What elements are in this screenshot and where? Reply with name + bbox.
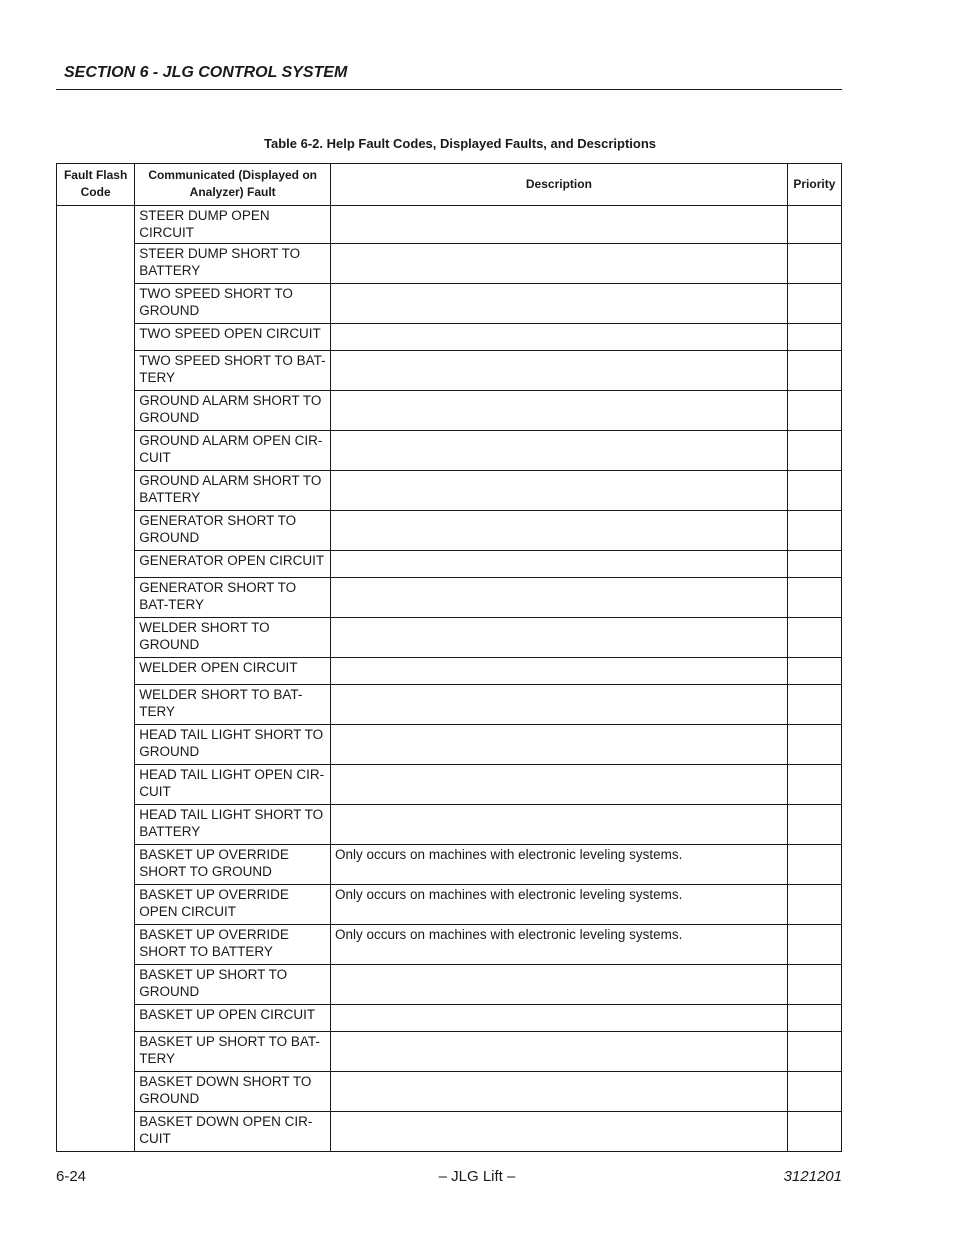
- fault-flash-code-cell: [57, 206, 135, 1152]
- fault-cell: GROUND ALARM OPEN CIR-CUIT: [135, 431, 331, 471]
- table-row: [57, 885, 842, 925]
- description-cell: [331, 551, 788, 578]
- table-row: [57, 206, 842, 244]
- table-row: [57, 618, 842, 658]
- priority-cell: [787, 618, 841, 658]
- description-cell: [331, 206, 788, 244]
- priority-cell: [787, 805, 841, 845]
- fault-cell: WELDER OPEN CIRCUIT: [135, 658, 331, 685]
- description-cell: [331, 685, 788, 725]
- priority-cell: [787, 1072, 841, 1112]
- table-row: [57, 324, 842, 351]
- description-cell: [331, 725, 788, 765]
- priority-cell: [787, 551, 841, 578]
- fault-cell: GENERATOR SHORT TO GROUND: [135, 511, 331, 551]
- page-number: 6-24: [56, 1168, 87, 1185]
- header-rule: [56, 89, 842, 90]
- priority-cell: [787, 1005, 841, 1032]
- table-row: [57, 351, 842, 391]
- fault-cell: BASKET UP OVERRIDE SHORT TO GROUND: [135, 845, 331, 885]
- priority-cell: [787, 324, 841, 351]
- fault-cell: BASKET UP OVERRIDE OPEN CIRCUIT: [135, 885, 331, 925]
- fault-cell: BASKET DOWN OPEN CIR-CUIT: [135, 1112, 331, 1152]
- fault-cell: BASKET UP SHORT TO GROUND: [135, 965, 331, 1005]
- fault-code-table: [56, 163, 842, 1152]
- priority-cell: [787, 244, 841, 284]
- table-row: [57, 925, 842, 965]
- priority-cell: [787, 284, 841, 324]
- table-row: [57, 658, 842, 685]
- priority-cell: [787, 965, 841, 1005]
- priority-cell: [787, 765, 841, 805]
- table-row: [57, 965, 842, 1005]
- fault-cell: GROUND ALARM SHORT TO GROUND: [135, 391, 331, 431]
- footer-publisher: – JLG Lift –: [438, 1168, 516, 1185]
- priority-cell: [787, 658, 841, 685]
- description-cell: [331, 431, 788, 471]
- priority-cell: [787, 471, 841, 511]
- fault-cell: BASKET UP OVERRIDE SHORT TO BATTERY: [135, 925, 331, 965]
- fault-cell: GENERATOR OPEN CIRCUIT: [135, 551, 331, 578]
- priority-cell: [787, 1032, 841, 1072]
- priority-cell: [787, 885, 841, 925]
- fault-cell: WELDER SHORT TO BAT-TERY: [135, 685, 331, 725]
- priority-cell: [787, 925, 841, 965]
- description-cell: [331, 765, 788, 805]
- description-cell: [331, 1072, 788, 1112]
- fault-cell: HEAD TAIL LIGHT SHORT TO GROUND: [135, 725, 331, 765]
- description-cell: [331, 658, 788, 685]
- column-header-description: Description: [331, 164, 788, 206]
- table-title: Table 6-2. Help Fault Codes, Displayed Faults, and Descriptions: [263, 136, 656, 151]
- fault-cell: TWO SPEED SHORT TO BAT-TERY: [135, 351, 331, 391]
- description-cell: [331, 391, 788, 431]
- fault-cell: TWO SPEED SHORT TO GROUND: [135, 284, 331, 324]
- priority-cell: [787, 1112, 841, 1152]
- fault-cell: TWO SPEED OPEN CIRCUIT: [135, 324, 331, 351]
- description-cell: [331, 244, 788, 284]
- table-row: [57, 1072, 842, 1112]
- table-row: [57, 391, 842, 431]
- description-cell: Only occurs on machines with electronic leveling systems.: [331, 845, 788, 885]
- fault-cell: BASKET UP OPEN CIRCUIT: [135, 1005, 331, 1032]
- description-cell: Only occurs on machines with electronic leveling systems.: [331, 925, 788, 965]
- table-row: [57, 551, 842, 578]
- description-cell: [331, 351, 788, 391]
- description-cell: [331, 284, 788, 324]
- column-header-code: Fault Flash Code: [57, 164, 135, 206]
- priority-cell: [787, 725, 841, 765]
- description-cell: [331, 1112, 788, 1152]
- table-row: [57, 431, 842, 471]
- column-header-priority: Priority: [787, 164, 841, 206]
- table-row: [57, 725, 842, 765]
- description-cell: [331, 1032, 788, 1072]
- fault-cell: BASKET UP SHORT TO BAT-TERY: [135, 1032, 331, 1072]
- table-row: [57, 471, 842, 511]
- table-row: [57, 1112, 842, 1152]
- table-row: [57, 685, 842, 725]
- priority-cell: [787, 511, 841, 551]
- fault-cell: STEER DUMP SHORT TO BATTERY: [135, 244, 331, 284]
- table-row: [57, 578, 842, 618]
- priority-cell: [787, 431, 841, 471]
- fault-cell: STEER DUMP OPEN CIRCUIT: [135, 206, 331, 244]
- description-cell: [331, 805, 788, 845]
- column-header-fault: Communicated (Displayed on Analyzer) Fault: [135, 164, 331, 206]
- priority-cell: [787, 578, 841, 618]
- table-header-row: [57, 164, 842, 206]
- priority-cell: [787, 391, 841, 431]
- table-row: [57, 1032, 842, 1072]
- priority-cell: [787, 845, 841, 885]
- description-cell: [331, 618, 788, 658]
- description-cell: [331, 578, 788, 618]
- description-cell: [331, 965, 788, 1005]
- fault-cell: HEAD TAIL LIGHT SHORT TO BATTERY: [135, 805, 331, 845]
- table-row: [57, 284, 842, 324]
- description-cell: [331, 471, 788, 511]
- fault-cell: BASKET DOWN SHORT TO GROUND: [135, 1072, 331, 1112]
- description-cell: [331, 1005, 788, 1032]
- document-number: 3121201: [783, 1168, 842, 1185]
- description-cell: [331, 324, 788, 351]
- table-row: [57, 765, 842, 805]
- description-cell: Only occurs on machines with electronic leveling systems.: [331, 885, 788, 925]
- priority-cell: [787, 351, 841, 391]
- fault-cell: GROUND ALARM SHORT TO BATTERY: [135, 471, 331, 511]
- table-row: [57, 805, 842, 845]
- description-cell: [331, 511, 788, 551]
- table-row: [57, 845, 842, 885]
- fault-cell: HEAD TAIL LIGHT OPEN CIR-CUIT: [135, 765, 331, 805]
- priority-cell: [787, 206, 841, 244]
- fault-cell: WELDER SHORT TO GROUND: [135, 618, 331, 658]
- section-header: SECTION 6 - JLG CONTROL SYSTEM: [64, 64, 348, 81]
- table-row: [57, 244, 842, 284]
- table-row: [57, 1005, 842, 1032]
- fault-cell: GENERATOR SHORT TO BAT-TERY: [135, 578, 331, 618]
- table-row: [57, 511, 842, 551]
- priority-cell: [787, 685, 841, 725]
